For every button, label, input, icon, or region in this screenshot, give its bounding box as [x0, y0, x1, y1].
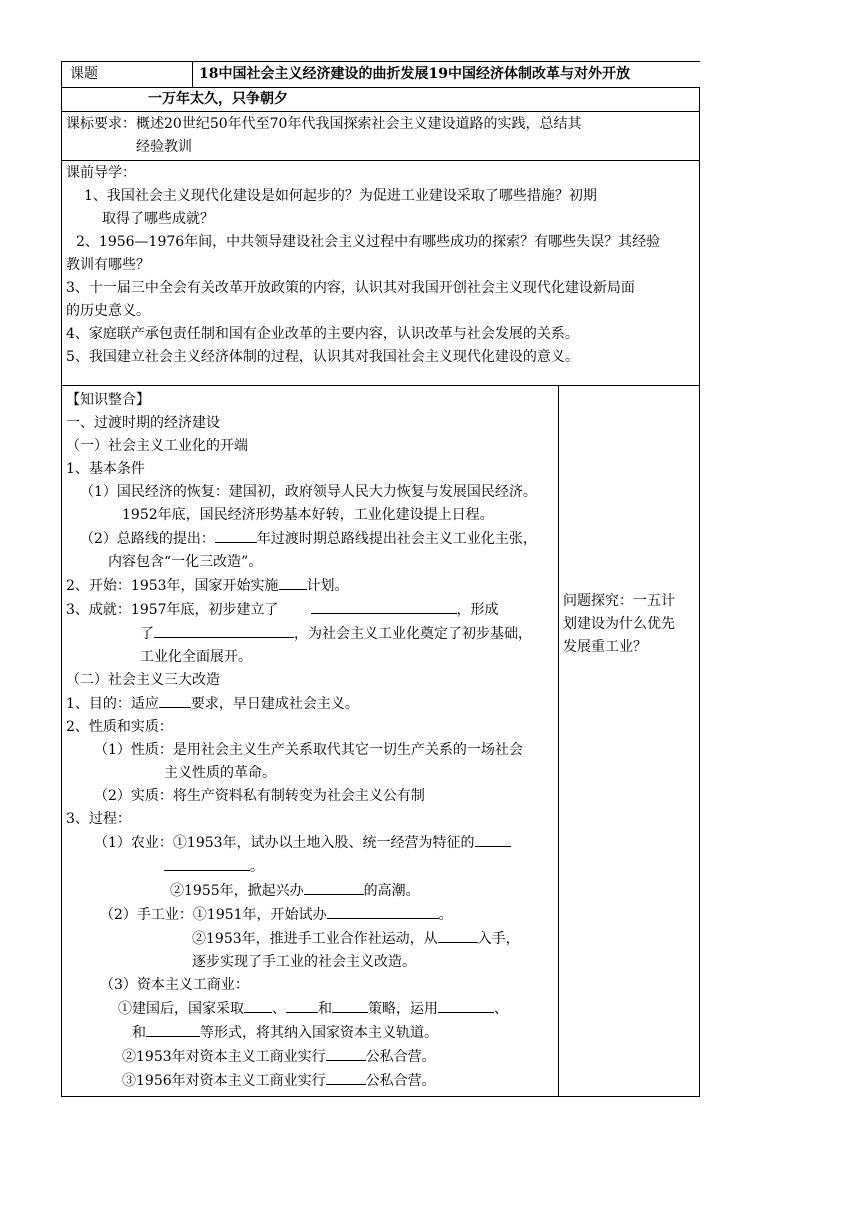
- process-heading: 3、过程：: [66, 811, 131, 827]
- blank-achievement-2[interactable]: [154, 622, 294, 638]
- guide-q3-line2: 的历史意义。: [66, 303, 150, 319]
- section-1-1-heading: （一）社会主义工业化的开端: [66, 438, 248, 454]
- blank-plan[interactable]: [279, 574, 307, 590]
- standard-cell: [62, 112, 700, 161]
- knowledge-cell: [62, 386, 559, 1097]
- blank-achievement-1[interactable]: [311, 598, 457, 614]
- guide-q5: 5、我国建立社会主义经济体制的过程，认识其对我国社会主义现代化建设的意义。: [66, 349, 579, 365]
- point-2-post: 计划。: [306, 578, 349, 594]
- goal-post: 要求，早日建成社会主义。: [190, 696, 359, 712]
- point-3c: 工业化全面展开。: [140, 649, 252, 665]
- blank-cap-4[interactable]: [438, 997, 494, 1013]
- subtitle-row: [62, 88, 700, 112]
- guide-q2-line1: 2、1956—1976年间，中共领导建设社会主义过程中有哪些成功的探索？有哪些失误？其经验: [76, 234, 661, 250]
- craft-line1-post: 。: [438, 907, 453, 923]
- capital-a-mid: 策略，运用: [368, 1001, 438, 1017]
- blank-year[interactable]: [215, 527, 257, 543]
- craft-line3: 逐步实现了手工业的社会主义改造。: [192, 954, 416, 970]
- craft-line2-post: 入手，: [477, 931, 520, 947]
- standard-line2: 经验教训: [136, 139, 192, 155]
- point-1-2-pre: （2）总路线的提出：: [80, 531, 215, 547]
- blank-cap-1[interactable]: [244, 997, 272, 1013]
- blank-cap-5[interactable]: [146, 1021, 200, 1037]
- standard-label: 课标要求：: [66, 116, 136, 132]
- point-1-2-line2: 内容包含“一化三改造”。: [108, 554, 263, 570]
- blank-cap-7[interactable]: [326, 1069, 366, 1085]
- guide-q2-line2: 教训有哪些？: [66, 257, 150, 273]
- capital-c-pre: ②1953年对资本主义工商业实行: [122, 1049, 326, 1065]
- subtitle-cell: [62, 88, 700, 112]
- blank-agri-2[interactable]: [304, 879, 364, 895]
- blank-cap-3[interactable]: [332, 997, 368, 1013]
- knowledge-row: [62, 386, 700, 1097]
- point-2-pre: 2、开始：1953年，国家开始实施: [66, 578, 279, 594]
- goal-pre: 1、目的：适应: [66, 696, 159, 712]
- blank-goal[interactable]: [159, 692, 191, 708]
- lesson-table: [61, 61, 700, 1097]
- blank-craft-1[interactable]: [327, 903, 439, 919]
- point-3b-pre: 了: [140, 626, 154, 642]
- point-1-1-line1: （1）国民经济的恢复：建国初，政府领导人民大力恢复与发展国民经济。: [80, 484, 537, 500]
- craft-line1-pre: （2）手工业：①1951年，开始试办: [100, 907, 327, 923]
- guide-title: 课前导学：: [66, 165, 136, 181]
- subtitle: 一万年太久，只争朝夕: [148, 91, 288, 107]
- capital-b-pre: 和: [132, 1025, 146, 1041]
- guide-q1-line1: 1、我国社会主义现代化建设是如何起步的？为促进工业建设采取了哪些措施？初期: [84, 188, 597, 204]
- knowledge-title: 【知识整合】: [66, 392, 150, 408]
- blank-cap-2[interactable]: [286, 997, 318, 1013]
- capital-a-and: 和: [318, 1001, 332, 1017]
- inquiry-line1: 问题探究：一五计: [563, 593, 675, 609]
- capital-heading: （3）资本主义工商业：: [100, 977, 249, 993]
- nature-line2: 主义性质的革命。: [164, 765, 276, 781]
- nature-heading: 2、性质和实质：: [66, 719, 173, 735]
- point-3b-post: ，为社会主义工业化奠定了初步基础，: [294, 626, 532, 642]
- blank-agri-1a[interactable]: [475, 831, 511, 847]
- topic-label: 课题: [70, 66, 98, 82]
- point-3-post: ，形成: [456, 602, 499, 618]
- capital-a-sep: 、: [272, 1001, 286, 1017]
- standard-row: [62, 112, 700, 161]
- point-1-2-post: 年过渡时期总路线提出社会主义工业化主张，: [256, 531, 537, 547]
- capital-d-pre: ③1956年对资本主义工商业实行: [122, 1073, 326, 1089]
- blank-cap-6[interactable]: [326, 1045, 366, 1061]
- inquiry-line3: 发展重工业？: [563, 639, 647, 655]
- topic-title-cell: [193, 62, 700, 88]
- essence-line: （2）实质：将生产资料私有制转变为社会主义公有制: [94, 788, 425, 804]
- section-1-2-heading: （二）社会主义三大改造: [66, 672, 220, 688]
- point-1-heading: 1、基本条件: [66, 461, 145, 477]
- point-3-pre: 3、成就：1957年底，初步建立了: [66, 602, 279, 618]
- capital-d-post: 公私合营。: [365, 1073, 436, 1089]
- guide-q3-line1: 3、十一届三中全会有关改革开放政策的内容，认识其对我国开创社会主义现代化建设新局面: [66, 280, 635, 296]
- inquiry-line2: 划建设为什么优先: [563, 616, 675, 632]
- guide-row: [62, 161, 700, 386]
- agri-line1: （1）农业：①1953年，试办以土地入股、统一经营为特征的: [94, 835, 475, 851]
- capital-b-post: 等形式，将其纳入国家资本主义轨道。: [200, 1025, 438, 1041]
- topic-label-cell: [62, 62, 193, 88]
- capital-c-post: 公私合营。: [365, 1049, 436, 1065]
- guide-cell: [62, 161, 700, 386]
- section-1-heading: 一、过渡时期的经济建设: [66, 415, 220, 431]
- inquiry-cell: [559, 386, 700, 1097]
- blank-craft-2[interactable]: [438, 927, 478, 943]
- header-row: [62, 62, 700, 88]
- craft-line2-pre: ②1953年，推进手工业合作社运动，从: [192, 931, 438, 947]
- topic-title: 18中国社会主义经济建设的曲折发展19中国经济体制改革与对外开放: [199, 66, 630, 82]
- capital-a-end: 、: [494, 1001, 508, 1017]
- point-1-1-line2: 1952年底，国民经济形势基本好转，工业化建设提上日程。: [122, 507, 494, 523]
- agri-line2-post: 的高潮。: [363, 883, 420, 899]
- standard-line1: 概述20世纪50年代至70年代我国探索社会主义建设道路的实践，总结其: [136, 116, 582, 132]
- agri-line1-end: 。: [250, 859, 264, 875]
- agri-line2-pre: ②1955年，掀起兴办: [170, 883, 304, 899]
- guide-q4: 4、家庭联产承包责任制和国有企业改革的主要内容，认识改革与社会发展的关系。: [66, 326, 579, 342]
- nature-line1: （1）性质：是用社会主义生产关系取代其它一切生产关系的一场社会: [94, 742, 523, 758]
- blank-agri-1b[interactable]: [164, 855, 250, 871]
- capital-a-pre: ①建国后，国家采取: [118, 1001, 244, 1017]
- guide-q1-line2: 取得了哪些成就？: [102, 211, 214, 227]
